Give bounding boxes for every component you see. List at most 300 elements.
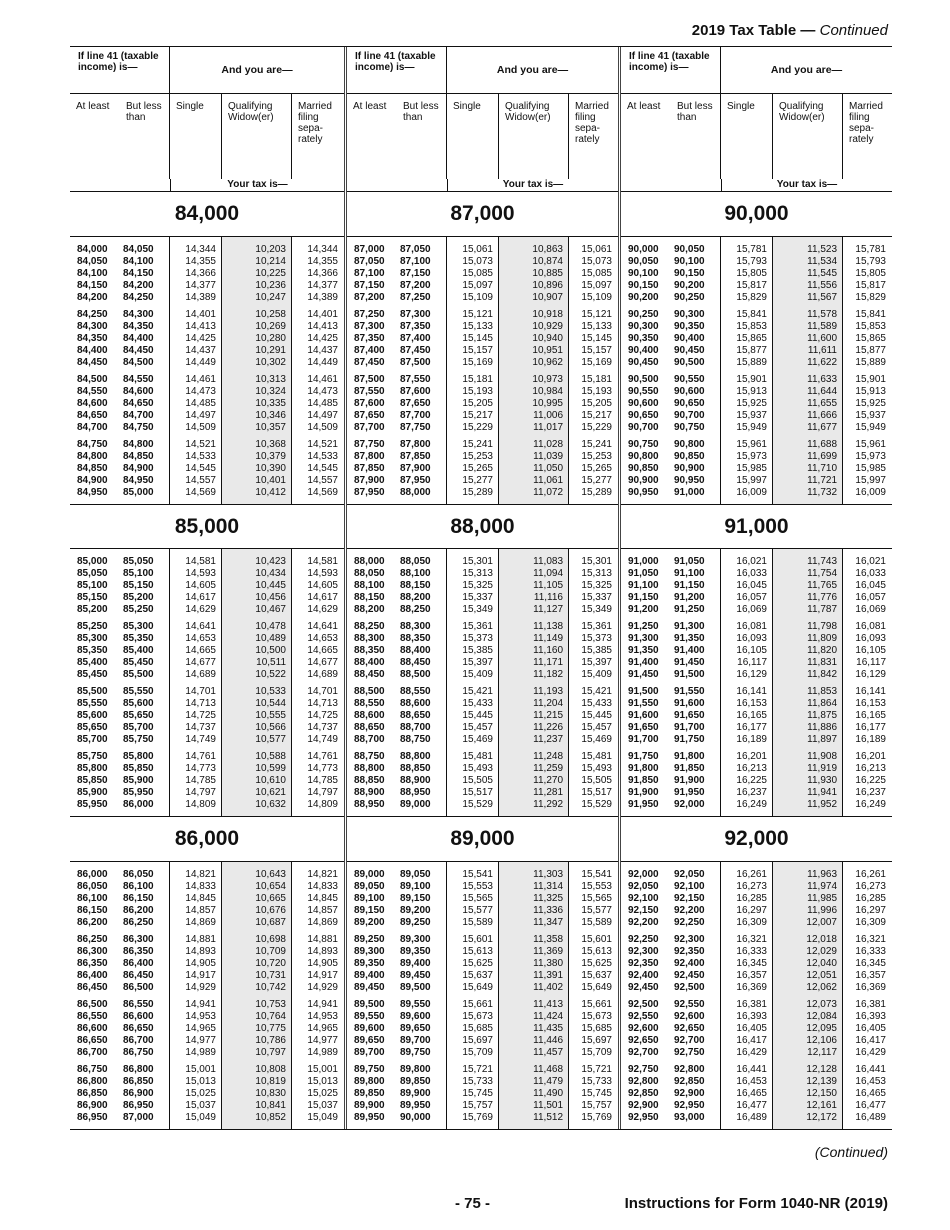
but-less-than-cell: 91,100 [674,568,705,580]
qualifying-widow-tax-cell: 11,996 [807,904,837,916]
at-least-cell: 89,500 [354,998,385,1010]
married-separately-tax-cell: 15,781 [855,243,886,255]
qualifying-widow-tax-cell: 10,753 [255,998,286,1010]
row-block [292,621,338,681]
column-header-labels [70,94,344,179]
but-less-than-cell: 92,750 [674,1046,705,1058]
qualifying-widow-tax-cell: 12,117 [807,1046,837,1058]
row-block [628,1064,671,1124]
at-least-cell: 85,550 [77,698,108,710]
but-less-than-cell: 88,050 [400,556,431,568]
married-separately-tax-cell: 14,833 [307,880,338,892]
row-block [77,244,120,304]
but-less-than-cell: 88,550 [400,686,431,698]
but-less-than-cell: 84,850 [123,450,154,462]
at-least-cell: 89,200 [354,916,385,928]
at-least-cell: 90,450 [628,356,659,368]
qualifying-widow-tax-cell: 11,963 [807,868,837,880]
married-separately-tax-cell: 15,061 [581,243,612,255]
at-least-cell: 87,950 [354,486,385,498]
group-body [70,862,344,1129]
married-separately-tax-cell: 14,917 [307,969,338,981]
at-least-cell: 86,700 [77,1046,108,1058]
qualifying-widow-tax-cell: 10,643 [255,868,286,880]
single-tax-cell: 15,085 [462,267,493,279]
married-separately-tax-cell: 14,701 [307,686,338,698]
row-block [400,1064,446,1124]
qualifying-widow-tax-cell: 11,809 [807,633,837,645]
but-less-than-cell: 91,200 [674,592,705,604]
married-separately-tax-column [292,862,344,1129]
qualifying-widow-tax-cell: 10,544 [255,698,286,710]
but-less-than-cell: 92,150 [674,892,705,904]
at-least-cell: 92,250 [628,933,659,945]
qualifying-widow-tax-cell: 10,896 [532,279,563,291]
but-less-than-cell: 86,350 [123,945,154,957]
row-block [447,751,493,811]
married-separately-tax-cell: 14,905 [307,957,338,969]
at-least-cell: 84,200 [77,291,108,303]
row-block [123,556,169,616]
but-less-than-cell: 89,700 [400,1034,431,1046]
at-least-cell: 87,150 [354,279,385,291]
row-block [721,556,767,616]
at-least-cell: 84,950 [77,486,108,498]
married-separately-tax-cell: 16,441 [855,1063,886,1075]
married-separately-tax-cell: 14,344 [307,243,338,255]
but-less-than-cell: 89,150 [400,892,431,904]
at-least-cell: 84,250 [77,308,108,320]
at-least-cell: 89,700 [354,1046,385,1058]
qualifying-widow-tax-cell: 10,841 [255,1099,286,1111]
qualifying-widow-tax-cell: 11,182 [533,669,563,681]
but-less-than-cell: 84,300 [123,308,154,320]
qualifying-widow-tax-cell: 10,731 [255,969,286,981]
row-block [674,686,720,746]
single-tax-cell: 14,677 [185,657,216,669]
qualifying-widow-tax-cell: 11,083 [533,556,563,568]
qualifying-widow-tax-cell: 11,325 [533,892,563,904]
row-block [170,439,216,499]
group-body [70,549,344,817]
qualifying-widow-tax-cell: 10,764 [255,1010,286,1022]
but-less-than-cell: 85,850 [123,763,154,775]
qualifying-widow-tax-cell: 10,258 [255,308,286,320]
at-least-cell: 90,500 [628,373,659,385]
row-block [628,751,671,811]
but-less-than-cell: 86,450 [123,969,154,981]
at-least-cell: 84,450 [77,356,108,368]
married-separately-tax-cell: 15,709 [581,1046,612,1058]
at-least-cell: 87,750 [354,438,385,450]
but-less-than-column [120,862,170,1129]
single-tax-cell: 16,489 [736,1111,767,1123]
single-tax-cell: 15,109 [462,291,493,303]
qualifying-widow-tax-cell: 10,489 [255,633,286,645]
qualifying-widow-tax-cell: 11,424 [533,1010,563,1022]
married-separately-tax-cell: 15,493 [581,763,612,775]
married-separately-tax-cell: 15,517 [581,787,612,799]
qualifying-widow-tax-cell: 11,710 [807,462,837,474]
married-separately-tax-cell: 15,949 [855,421,886,433]
at-least-cell: 89,300 [354,945,385,957]
married-separately-tax-cell: 16,153 [855,698,886,710]
but-less-than-cell: 91,500 [674,669,705,681]
qualifying-widow-tax-cell: 10,984 [532,385,563,397]
row-block [447,686,493,746]
at-least-cell: 86,100 [77,892,108,904]
married-separately-label: Married filing sepa- rately [849,100,883,145]
row-block [170,374,216,434]
single-tax-cell: 15,613 [462,945,493,957]
row-block [222,556,286,616]
at-least-cell: 91,100 [628,580,659,592]
married-separately-tax-column [843,549,892,816]
at-least-cell: 92,100 [628,892,659,904]
at-least-cell: 84,700 [77,421,108,433]
qualifying-widow-tax-column [222,237,292,504]
row-block [674,374,720,434]
married-separately-tax-cell: 15,133 [581,320,612,332]
married-separately-tax-cell: 14,809 [307,799,338,811]
single-tax-cell: 16,033 [736,568,767,580]
but-less-than-cell: 89,000 [400,799,431,811]
row-block [569,309,612,369]
single-tax-cell: 15,949 [736,421,767,433]
row-block [400,439,446,499]
single-label: Single [170,94,222,179]
single-tax-cell: 14,557 [185,474,216,486]
at-least-cell: 84,500 [77,373,108,385]
but-less-than-cell: 90,950 [674,474,705,486]
row-block [674,556,720,616]
row-block [843,621,886,681]
qualifying-widow-tax-cell: 10,445 [255,580,286,592]
married-separately-tax-cell: 15,577 [581,904,612,916]
row-block [292,751,338,811]
group-body [347,237,618,505]
row-block [292,869,338,929]
row-block [721,686,767,746]
qualifying-widow-tax-cell: 11,171 [533,657,563,669]
married-separately-tax-cell: 16,177 [855,722,886,734]
at-least-cell: 84,400 [77,344,108,356]
but-less-than-cell: 88,100 [400,568,431,580]
at-least-cell: 85,450 [77,669,108,681]
but-less-than-cell: 89,250 [400,916,431,928]
married-separately-tax-cell: 15,217 [581,409,612,421]
single-tax-cell: 15,445 [462,710,493,722]
qualifying-widow-tax-cell: 11,974 [807,880,837,892]
row-block [773,309,837,369]
row-block [292,374,338,434]
qualifying-widow-label: Qualifying Widow(er) [222,94,292,179]
at-least-cell: 90,150 [628,279,659,291]
qualifying-widow-tax-cell: 10,654 [255,880,286,892]
row-block [170,309,216,369]
column-header-top [621,47,892,94]
single-tax-cell: 14,521 [185,438,216,450]
single-tax-cell: 14,355 [185,255,216,267]
at-least-cell: 85,050 [77,568,108,580]
row-block [123,686,169,746]
single-tax-cell: 16,021 [736,556,767,568]
married-separately-tax-cell: 15,793 [855,255,886,267]
at-least-cell: 91,050 [628,568,659,580]
but-less-than-cell: 88,300 [400,621,431,633]
single-tax-cell: 14,737 [185,722,216,734]
married-separately-tax-cell: 15,385 [581,645,612,657]
but-less-than-column [671,549,721,816]
married-separately-tax-cell: 16,333 [855,945,886,957]
at-least-cell: 86,400 [77,969,108,981]
qualifying-widow-tax-cell: 11,644 [807,385,837,397]
row-block [77,686,120,746]
but-less-than-cell: 91,650 [674,710,705,722]
row-block [499,621,563,681]
married-separately-tax-cell: 16,261 [855,868,886,880]
row-block [773,934,837,994]
at-least-cell: 91,550 [628,698,659,710]
row-block [400,751,446,811]
row-block [222,309,286,369]
at-least-cell: 85,400 [77,657,108,669]
qualifying-widow-tax-cell: 10,500 [255,645,286,657]
qualifying-widow-tax-cell: 11,138 [533,621,563,633]
single-tax-cell: 15,889 [736,356,767,368]
single-tax-column [721,549,773,816]
at-least-cell: 91,350 [628,645,659,657]
married-separately-tax-cell: 14,366 [307,267,338,279]
married-separately-tax-cell: 15,457 [581,722,612,734]
qualifying-widow-tax-cell: 10,775 [255,1022,286,1034]
but-less-than-cell: 85,750 [123,734,154,746]
row-block [447,869,493,929]
but-less-than-cell: 88,600 [400,698,431,710]
married-separately-tax-cell: 16,453 [855,1075,886,1087]
qualifying-widow-tax-cell: 11,380 [533,957,563,969]
row-block [843,439,886,499]
qualifying-widow-tax-cell: 11,105 [533,580,563,592]
row-block [773,244,837,304]
qualifying-widow-tax-cell: 10,632 [255,799,286,811]
but-less-than-cell: 92,900 [674,1087,705,1099]
married-separately-tax-cell: 15,625 [581,957,612,969]
but-less-than-cell: 88,950 [400,787,431,799]
married-separately-tax-cell: 15,817 [855,279,886,291]
at-least-cell: 84,850 [77,462,108,474]
row-block [447,999,493,1059]
at-least-cell: 85,800 [77,763,108,775]
row-block [354,556,397,616]
married-separately-tax-cell: 14,893 [307,945,338,957]
at-least-cell: 87,650 [354,409,385,421]
qualifying-widow-tax-cell: 11,633 [807,373,837,385]
married-separately-tax-cell: 16,213 [855,763,886,775]
but-less-than-cell: 84,450 [123,344,154,356]
married-separately-tax-cell: 15,301 [581,556,612,568]
at-least-cell: 89,150 [354,904,385,916]
married-separately-tax-cell: 14,401 [307,308,338,320]
at-least-cell: 86,150 [77,904,108,916]
at-least-cell: 87,700 [354,421,385,433]
married-separately-tax-cell: 14,521 [307,438,338,450]
row-block [123,309,169,369]
single-tax-cell: 14,761 [185,751,216,763]
single-tax-cell: 16,453 [736,1075,767,1087]
but-less-than-cell: 87,700 [400,409,431,421]
qualifying-widow-tax-cell: 11,589 [807,320,837,332]
but-less-than-cell: 90,550 [674,373,705,385]
at-least-cell: 91,300 [628,633,659,645]
single-tax-cell: 15,397 [462,657,493,669]
single-tax-cell: 15,649 [462,981,493,993]
but-less-than-cell: 86,950 [123,1099,154,1111]
at-least-cell: 90,700 [628,421,659,433]
single-tax-column [170,549,222,816]
but-less-than-cell: 90,750 [674,421,705,433]
but-less-than-cell: 90,200 [674,279,705,291]
married-separately-tax-cell: 15,049 [307,1111,338,1123]
single-tax-cell: 15,277 [462,474,493,486]
at-least-cell: 89,850 [354,1087,385,1099]
married-separately-tax-cell: 16,081 [855,621,886,633]
but-less-than-cell: 84,350 [123,320,154,332]
row-block [222,621,286,681]
row-block [400,999,446,1059]
qualifying-widow-tax-cell: 11,215 [533,710,563,722]
single-tax-column [447,549,499,816]
row-block [721,934,767,994]
married-separately-tax-cell: 15,289 [581,486,612,498]
row-block [674,621,720,681]
married-separately-tax-cell: 14,509 [307,421,338,433]
married-separately-tax-cell: 16,117 [856,657,886,669]
at-least-cell: 89,100 [354,892,385,904]
single-tax-cell: 15,529 [462,799,493,811]
at-least-cell: 85,700 [77,734,108,746]
row-block [499,686,563,746]
single-tax-cell: 14,749 [185,734,216,746]
but-less-than-cell: 90,400 [674,332,705,344]
but-less-than-cell: 92,600 [674,1010,705,1022]
qualifying-widow-tax-cell: 10,368 [255,438,286,450]
married-separately-tax-cell: 16,069 [855,604,886,616]
at-least-cell: 88,500 [354,686,385,698]
row-block [77,999,120,1059]
but-less-than-cell: 89,550 [400,998,431,1010]
married-separately-tax-cell: 15,541 [581,868,612,880]
qualifying-widow-tax-cell: 11,193 [533,686,563,698]
row-block [843,309,886,369]
married-separately-tax-cell: 15,505 [581,775,612,787]
qualifying-widow-tax-cell: 10,346 [255,409,286,421]
but-less-than-cell: 89,050 [400,868,431,880]
single-tax-cell: 16,249 [736,799,767,811]
at-least-cell: 84,350 [77,332,108,344]
row-block [123,999,169,1059]
qualifying-widow-tax-column [222,549,292,816]
qualifying-widow-tax-cell: 11,534 [807,255,837,267]
married-separately-tax-cell: 15,205 [581,397,612,409]
but-less-than-column [397,237,447,504]
row-block [292,309,338,369]
at-least-cell: 87,900 [354,474,385,486]
but-less-than-cell: 91,600 [674,698,705,710]
married-separately-tax-column [569,549,618,816]
single-tax-cell: 16,333 [736,945,767,957]
at-least-cell: 92,150 [628,904,659,916]
single-tax-cell: 14,344 [185,243,216,255]
row-block [400,374,446,434]
single-tax-cell: 15,541 [462,868,493,880]
at-least-cell: 88,650 [354,722,385,734]
row-block [843,244,886,304]
but-less-than-cell: 86,550 [123,998,154,1010]
at-least-cell: 90,300 [628,320,659,332]
single-tax-cell: 14,881 [185,933,216,945]
row-block [77,374,120,434]
at-least-cell: 86,750 [77,1063,108,1075]
qualifying-widow-tax-cell: 11,545 [807,267,837,279]
qualifying-widow-tax-cell: 10,577 [255,734,286,746]
qualifying-widow-tax-cell: 12,029 [806,945,837,957]
column-header-top [70,47,344,94]
but-less-than-cell: 87,150 [400,267,431,279]
but-less-than-cell: 91,800 [674,751,705,763]
row-block [354,751,397,811]
row-block [77,556,120,616]
married-separately-tax-cell: 15,241 [581,438,612,450]
single-tax-cell: 16,081 [736,621,767,633]
qualifying-widow-tax-cell: 10,621 [255,787,286,799]
qualifying-widow-tax-cell: 11,204 [533,698,563,710]
single-tax-cell: 15,469 [462,734,493,746]
but-less-than-cell: 84,700 [123,409,154,421]
row-block [773,686,837,746]
single-tax-cell: 14,629 [185,604,216,616]
but-less-than-cell: 86,250 [123,916,154,928]
at-least-cell: 85,150 [77,592,108,604]
at-least-cell: 90,650 [628,409,659,421]
row-block [773,556,837,616]
at-least-cell: 88,150 [354,592,385,604]
row-block [400,556,446,616]
income-label: If line 41 (taxable income) is— [621,47,721,93]
but-less-than-cell: 89,300 [400,933,431,945]
qualifying-widow-tax-cell: 11,567 [807,291,837,303]
single-tax-cell: 15,433 [462,698,493,710]
married-separately-tax-cell: 15,529 [581,799,612,811]
at-least-cell: 91,700 [628,734,659,746]
at-least-cell: 92,200 [628,916,659,928]
at-least-cell: 87,000 [354,243,385,255]
row-block [843,751,886,811]
married-separately-tax-cell: 15,757 [581,1099,612,1111]
but-less-than-cell: 88,750 [400,734,431,746]
married-separately-tax-cell: 15,961 [855,438,886,450]
but-less-than-cell: 84,400 [123,332,154,344]
single-tax-cell: 14,989 [185,1046,216,1058]
but-less-than-cell: 85,450 [123,657,154,669]
but-less-than-cell: 87,850 [400,450,431,462]
single-tax-cell: 15,829 [736,291,767,303]
at-least-cell: 85,250 [77,621,108,633]
married-separately-tax-cell: 14,989 [307,1046,338,1058]
married-separately-tax-cell: 14,881 [307,933,338,945]
married-separately-tax-cell: 15,661 [581,998,612,1010]
at-least-cell: 92,850 [628,1087,659,1099]
